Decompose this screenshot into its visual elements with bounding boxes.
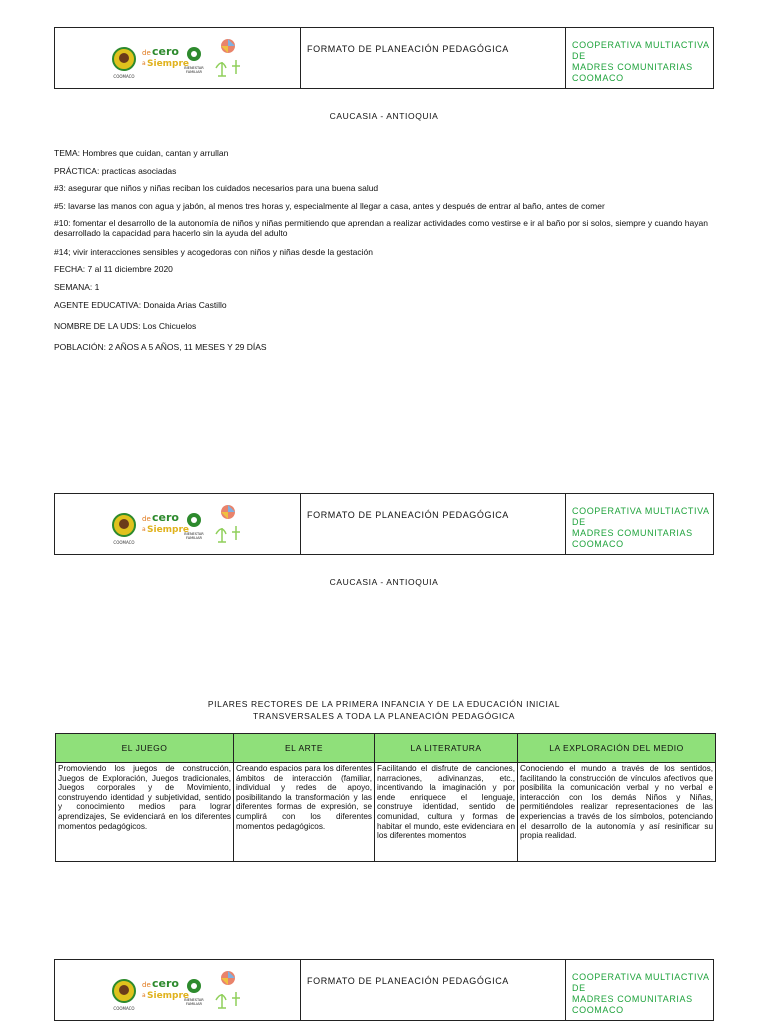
- organization-name-line: COOPERATIVA MULTIACTIVA DE: [572, 972, 710, 993]
- fecha-line: FECHA: 7 al 11 diciembre 2020: [54, 264, 173, 274]
- coomaco-logo-text: COOMACO: [113, 1006, 135, 1011]
- cell-literatura: Facilitando el disfrute de canciones, narraciones, adivinanzas, etc., incentivando la imaginación y por ende enriquece el lenguaje, construye identidad, sentido de comunidad, cultura y formas de habitar el mundo, este evidenciara en los diferentes momentos: [375, 763, 518, 862]
- pilares-table: [55, 733, 716, 862]
- svg-text:Siempre: Siempre: [147, 991, 190, 1001]
- practice-3-line: #3: asegurar que niños y niñas reciban los cuidados necesarios para una buena salud: [54, 183, 379, 193]
- city-label: CAUCASIA - ANTIOQUIA: [329, 577, 439, 587]
- column-header-literatura: LA LITERATURA: [375, 734, 518, 763]
- document-header: [54, 27, 714, 89]
- organization-name: [566, 960, 713, 1020]
- table-row: [56, 763, 716, 862]
- organization-name: [566, 494, 713, 554]
- organization-name-line: COOMACO: [572, 1005, 624, 1015]
- de-cero-a-siempre-logo: [142, 511, 189, 535]
- colorful-child-logo: [216, 39, 240, 76]
- institution-logos: [110, 38, 246, 82]
- institution-logos: [110, 504, 246, 548]
- coomaco-logo: [113, 514, 135, 545]
- coomaco-logo-text: COOMACO: [113, 540, 135, 545]
- coomaco-logo: [113, 48, 135, 79]
- document-title: FORMATO DE PLANEACIÓN PEDAGÓGICA: [301, 494, 566, 554]
- svg-text:a: a: [142, 526, 146, 533]
- coomaco-logo-text: COOMACO: [113, 74, 135, 79]
- organization-name-line: COOMACO: [572, 73, 624, 83]
- pilares-title-line: TRANSVERSALES A TODA LA PLANEACIÓN PEDAGÓGICA: [253, 711, 515, 721]
- cell-exploracion: Conociendo el mundo a través de los sentidos, facilitando la construcción de vínculos afectivos que posibilita la comunicación verbal y no verbal e interacción con los demás Niños y Niñas, permitiéndoles realizar representaciones de las experiencias a través de los símbolos, potenciando el desarrollo de la autonomía y así resinificar su propia realidad.: [518, 763, 716, 862]
- practica-line: PRÁCTICA: practicas asociadas: [54, 166, 177, 176]
- svg-text:de: de: [142, 981, 151, 989]
- colorful-child-logo: [216, 505, 240, 542]
- pilares-title-line: PILARES RECTORES DE LA PRIMERA INFANCIA Y DE LA EDUCACIÓN INICIAL: [207, 699, 561, 709]
- svg-text:Siempre: Siempre: [147, 525, 190, 535]
- pilares-header-row: [56, 734, 716, 763]
- svg-text:cero: cero: [152, 45, 179, 58]
- svg-text:a: a: [142, 992, 146, 999]
- document-title: FORMATO DE PLANEACIÓN PEDAGÓGICA: [301, 28, 566, 88]
- logo-cell: [55, 28, 301, 88]
- svg-text:BIENESTAR: BIENESTAR: [184, 532, 204, 536]
- svg-text:FAMILIAR: FAMILIAR: [186, 1002, 202, 1006]
- svg-text:BIENESTAR: BIENESTAR: [184, 66, 204, 70]
- uds-line: NOMBRE DE LA UDS: Los Chicuelos: [54, 321, 197, 331]
- organization-name-line: COOMACO: [572, 539, 624, 549]
- svg-text:cero: cero: [152, 511, 179, 524]
- svg-text:cero: cero: [152, 977, 179, 990]
- svg-text:BIENESTAR: BIENESTAR: [184, 998, 204, 1002]
- svg-text:a: a: [142, 60, 146, 67]
- city-label: CAUCASIA - ANTIOQUIA: [329, 111, 439, 121]
- practice-10-line: #10: fomentar el desarrollo de la autonomía de niños y niñas permitiendo que aprendan a realizar actividades como vestirse e ir al baño por si solos, siempre y cuando hayan desarrollado la capacidad para hacerlo sin la ayuda del adulto: [54, 218, 708, 238]
- de-cero-a-siempre-logo: [142, 45, 189, 69]
- cell-juego: Promoviendo los juegos de construcción, Juegos de Exploración, Juegos tradicionales, Juegos corporales y de Movimiento, construyendo identidad y subjetividad, sentido y conocimiento medios para lograr aprendizajes, Se evidenciará en los diferentes momentos pedagógicos.: [56, 763, 234, 862]
- svg-text:FAMILIAR: FAMILIAR: [186, 70, 202, 74]
- document-header: [54, 493, 714, 555]
- tema-line: TEMA: Hombres que cuidan, cantan y arrullan: [54, 148, 229, 158]
- organization-name: [566, 28, 713, 88]
- svg-text:Siempre: Siempre: [147, 59, 190, 69]
- agente-line: AGENTE EDUCATIVA: Donaida Arias Castillo: [54, 300, 227, 310]
- practice-14-line: #14; vivir interacciones sensibles y acogedoras con niños y niñas desde la gestación: [54, 247, 373, 257]
- institution-logos: [110, 970, 246, 1014]
- svg-text:FAMILIAR: FAMILIAR: [186, 536, 202, 540]
- column-header-exploracion: LA EXPLORACIÓN DEL MEDIO: [518, 734, 716, 763]
- organization-name-line: MADRES COMUNITARIAS: [572, 528, 693, 538]
- semana-line: SEMANA: 1: [54, 282, 100, 292]
- practice-5-line: #5: lavarse las manos con agua y jabón, al menos tres horas y, especialmente al llegar a casa, antes y después de entrar al baño, antes de comer: [54, 201, 605, 211]
- cell-arte: Creando espacios para los diferentes ámbitos de interacción (familiar, individual y redes de apoyo, posibilitando la transformación y las diferentes formas de expresión, se cumplirá con los diferentes momentos pedagógicos.: [234, 763, 375, 862]
- svg-text:de: de: [142, 49, 151, 57]
- column-header-juego: EL JUEGO: [56, 734, 234, 763]
- document-title: FORMATO DE PLANEACIÓN PEDAGÓGICA: [301, 960, 566, 1020]
- organization-name-line: MADRES COMUNITARIAS: [572, 62, 693, 72]
- logo-cell: [55, 960, 301, 1020]
- column-header-arte: EL ARTE: [234, 734, 375, 763]
- document-header: [54, 959, 714, 1021]
- pilares-title: [0, 698, 768, 722]
- coomaco-logo: [113, 980, 135, 1011]
- organization-name-line: COOPERATIVA MULTIACTIVA DE: [572, 506, 710, 527]
- colorful-child-logo: [216, 971, 240, 1008]
- poblacion-line: POBLACIÓN: 2 AÑOS A 5 AÑOS, 11 MESES Y 29 DÍAS: [54, 342, 267, 352]
- organization-name-line: MADRES COMUNITARIAS: [572, 994, 693, 1004]
- svg-text:de: de: [142, 515, 151, 523]
- de-cero-a-siempre-logo: [142, 977, 189, 1001]
- organization-name-line: COOPERATIVA MULTIACTIVA DE: [572, 40, 710, 61]
- logo-cell: [55, 494, 301, 554]
